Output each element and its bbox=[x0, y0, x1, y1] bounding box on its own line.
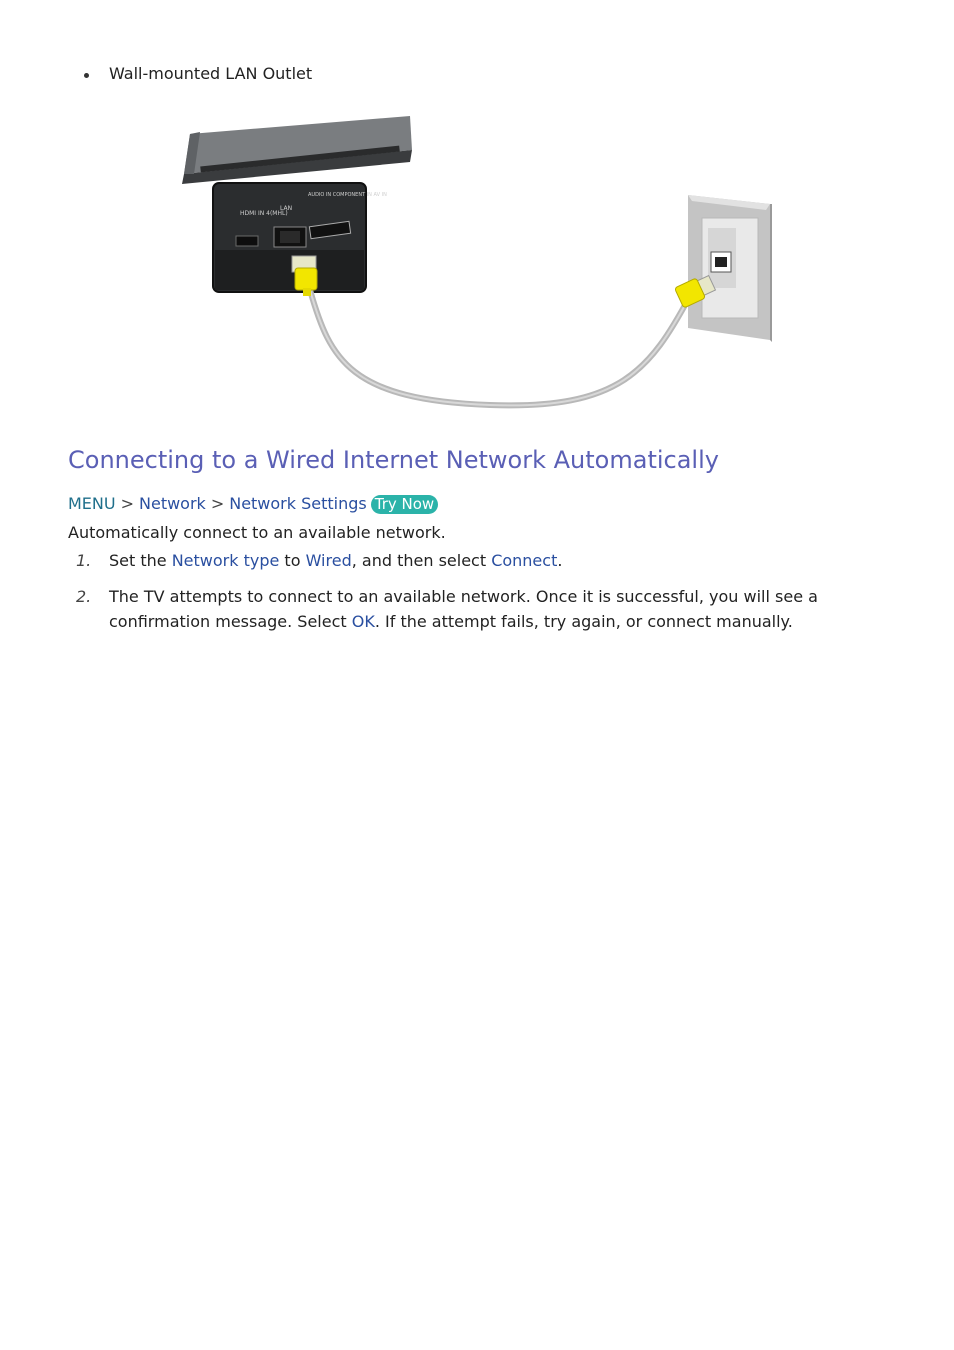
connect-link[interactable]: Connect bbox=[491, 551, 558, 570]
inset-lan-label: LAN bbox=[280, 205, 293, 212]
step-body bbox=[109, 584, 828, 634]
step-text: to bbox=[279, 551, 306, 570]
chevron-right-icon: > bbox=[120, 494, 134, 513]
step-text: , and then select bbox=[351, 551, 492, 570]
chevron-right-icon: > bbox=[210, 494, 225, 513]
breadcrumb bbox=[68, 494, 438, 514]
breadcrumb-menu-link[interactable]: MENU bbox=[68, 494, 116, 513]
step-number: 2. bbox=[76, 587, 92, 606]
step-text: . bbox=[557, 551, 563, 570]
network-type-link[interactable]: Network type bbox=[171, 551, 280, 570]
wired-link[interactable]: Wired bbox=[305, 551, 352, 570]
step-text: Set the bbox=[109, 551, 172, 570]
bullet-dot-icon bbox=[84, 73, 89, 78]
breadcrumb-network-link[interactable]: Network bbox=[139, 494, 206, 513]
connection-diagram bbox=[170, 100, 790, 420]
one-connect-box bbox=[182, 116, 412, 184]
ok-link[interactable]: OK bbox=[351, 612, 375, 631]
intro-text: Automatically connect to an available network. bbox=[68, 523, 446, 542]
step-body bbox=[109, 548, 828, 573]
step-number: 1. bbox=[76, 551, 92, 570]
bullet-text: Wall-mounted LAN Outlet bbox=[109, 64, 313, 83]
step-text: The TV attempts to connect to an available network. Once it is successful, you will see a confirmation message. Select bbox=[109, 587, 818, 631]
wall-lan-outlet bbox=[688, 195, 772, 342]
step-item bbox=[68, 584, 828, 634]
ethernet-cable bbox=[310, 290, 690, 405]
connection-illustration bbox=[170, 100, 790, 420]
inset-hdmi-label: HDMI IN 4(MHL) bbox=[240, 210, 288, 217]
try-now-button[interactable]: Try Now bbox=[371, 495, 438, 514]
step-text: . If the attempt fails, try again, or connect manually. bbox=[374, 612, 793, 631]
breadcrumb-network-settings-link[interactable]: Network Settings bbox=[229, 494, 367, 513]
inset-av-label: AUDIO IN COMPONENT IN AV IN bbox=[308, 192, 387, 198]
step-item bbox=[68, 548, 828, 573]
section-title: Connecting to a Wired Internet Network Automatically bbox=[68, 446, 719, 474]
